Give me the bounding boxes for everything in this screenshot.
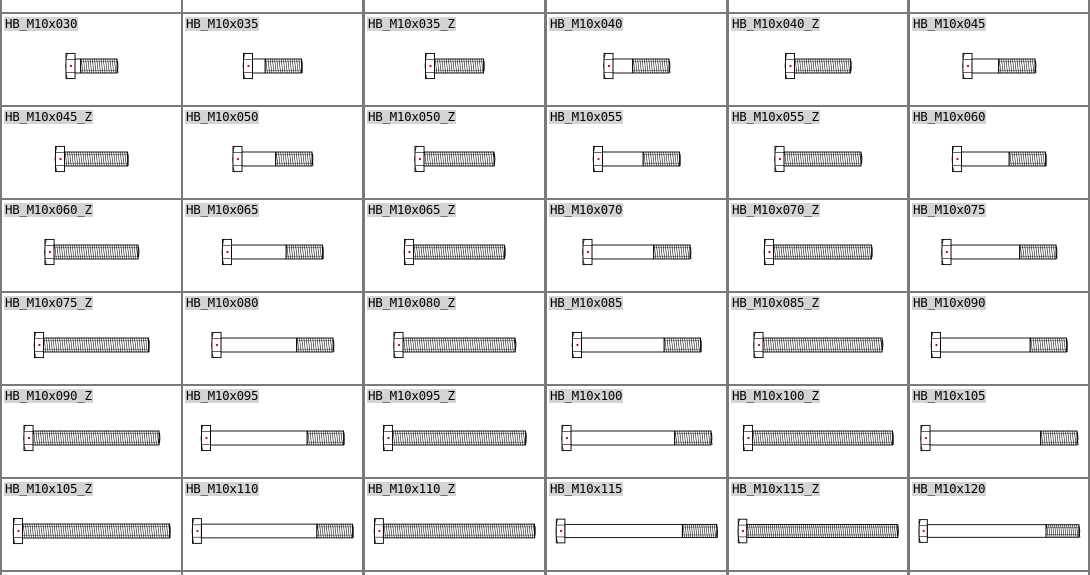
- thumbnail-cell[interactable]: [2, 479, 181, 570]
- thumbnail-cell[interactable]: [547, 14, 726, 105]
- hex-bolt-drawing: [23, 425, 160, 450]
- thumbnail-label: HB_M10x120: [913, 481, 986, 496]
- hex-bolt-drawing: [404, 239, 506, 264]
- thumbnail-label: HB_M10x105: [913, 388, 986, 403]
- hex-bolt-drawing: [919, 520, 1080, 543]
- thumbnail-cell[interactable]: [729, 107, 907, 198]
- thumbnail-cell[interactable]: [365, 479, 544, 570]
- thumbnail-label: HB_M10x065_Z: [368, 202, 455, 217]
- insertion-point-marker: [408, 251, 410, 253]
- hex-bolt-drawing: [582, 239, 691, 264]
- hex-bolt-drawing: [785, 53, 852, 78]
- insertion-point-marker: [17, 530, 19, 532]
- hex-bolt-drawing: [414, 146, 495, 171]
- hex-bolt-drawing: [920, 425, 1078, 450]
- insertion-point-marker: [946, 251, 948, 253]
- insertion-point-marker: [923, 530, 925, 532]
- hex-bolt-drawing: [192, 519, 354, 544]
- thumbnail-cell[interactable]: [547, 479, 726, 570]
- thumbnail-label: HB_M10x095_Z: [368, 388, 455, 403]
- thumbnail-cell[interactable]: [2, 293, 181, 384]
- thumbnail-label: HB_M10x070_Z: [732, 202, 819, 217]
- thumbnail-cell[interactable]: [910, 107, 1088, 198]
- thumbnail-label: HB_M10x060_Z: [5, 202, 92, 217]
- hex-bolt-drawing: [738, 519, 899, 543]
- thumbnail-label: HB_M10x040: [550, 16, 623, 31]
- thumbnail-cell-partial[interactable]: [729, 0, 907, 12]
- insertion-point-marker: [768, 251, 770, 253]
- insertion-point-marker: [935, 344, 937, 346]
- hex-bolt-drawing: [931, 332, 1068, 357]
- insertion-point-marker: [70, 65, 72, 67]
- insertion-point-marker: [398, 344, 400, 346]
- thumbnail-label: HB_M10x115_Z: [732, 481, 819, 496]
- thumbnail-cell[interactable]: [547, 107, 726, 198]
- thumbnail-label: HB_M10x090_Z: [5, 388, 92, 403]
- hex-bolt-drawing: [34, 332, 150, 357]
- thumbnail-cell[interactable]: [183, 386, 362, 477]
- hex-bolt-drawing: [232, 146, 313, 171]
- insertion-point-marker: [216, 344, 218, 346]
- thumbnail-label: HB_M10x035_Z: [368, 16, 455, 31]
- thumbnail-label: HB_M10x095: [186, 388, 259, 403]
- hex-bolt-drawing: [572, 332, 702, 357]
- hex-bolt-drawing: [561, 425, 712, 450]
- thumbnail-cell[interactable]: [2, 200, 181, 291]
- hex-bolt-drawing: [603, 53, 670, 78]
- thumbnail-label: HB_M10x080_Z: [368, 295, 455, 310]
- thumbnail-label: HB_M10x115: [550, 481, 623, 496]
- thumbnail-cell[interactable]: [365, 386, 544, 477]
- insertion-point-marker: [226, 251, 228, 253]
- hex-bolt-drawing: [593, 146, 681, 171]
- insertion-point-marker: [608, 65, 610, 67]
- insertion-point-marker: [378, 530, 380, 532]
- insertion-point-marker: [967, 65, 969, 67]
- thumbnail-cell[interactable]: [365, 293, 544, 384]
- thumbnail-label: HB_M10x035: [186, 16, 259, 31]
- insertion-point-marker: [560, 530, 562, 532]
- thumbnail-cell[interactable]: [2, 14, 181, 105]
- insertion-point-marker: [28, 437, 30, 439]
- thumbnail-label: HB_M10x090: [913, 295, 986, 310]
- thumbnail-cell[interactable]: [910, 386, 1088, 477]
- hex-bolt-drawing: [952, 146, 1047, 171]
- hex-bolt-drawing: [556, 519, 718, 543]
- hex-bolt-drawing: [13, 518, 171, 543]
- thumbnail-cell-partial[interactable]: [183, 0, 362, 12]
- insertion-point-marker: [747, 437, 749, 439]
- thumbnail-label: HB_M10x110_Z: [368, 481, 455, 496]
- thumbnail-label: HB_M10x070: [550, 202, 623, 217]
- hex-bolt-drawing: [65, 53, 118, 78]
- insertion-point-marker: [205, 437, 207, 439]
- insertion-point-marker: [38, 344, 40, 346]
- hex-bolt-drawing: [44, 239, 139, 264]
- thumbnail-cell[interactable]: [183, 200, 362, 291]
- thumbnail-label: HB_M10x080: [186, 295, 259, 310]
- thumbnail-cell[interactable]: [547, 200, 726, 291]
- thumbnail-cell[interactable]: [365, 200, 544, 291]
- hex-bolt-drawing: [962, 53, 1036, 78]
- thumbnail-label: HB_M10x105_Z: [5, 481, 92, 496]
- insertion-point-marker: [49, 251, 51, 253]
- thumbnail-cell[interactable]: [183, 479, 362, 570]
- hex-bolt-drawing: [222, 239, 324, 264]
- thumbnail-label: HB_M10x055: [550, 109, 623, 124]
- insertion-point-marker: [779, 158, 781, 160]
- thumbnail-cell[interactable]: [729, 200, 907, 291]
- thumbnail-cell-partial[interactable]: [2, 0, 181, 12]
- thumbnail-cell[interactable]: [183, 107, 362, 198]
- insertion-point-marker: [587, 251, 589, 253]
- insertion-point-marker: [742, 530, 744, 532]
- thumbnail-label: HB_M10x045_Z: [5, 109, 92, 124]
- hex-bolt-drawing: [55, 146, 129, 171]
- thumbnail-cell[interactable]: [365, 14, 544, 105]
- thumbnail-label: HB_M10x050: [186, 109, 259, 124]
- thumbnail-cell-partial[interactable]: [910, 0, 1088, 12]
- thumbnail-cell[interactable]: [2, 107, 181, 198]
- thumbnail-cell-partial[interactable]: [547, 0, 726, 12]
- thumbnail-cell[interactable]: [183, 293, 362, 384]
- insertion-point-marker: [419, 158, 421, 160]
- thumbnail-cell[interactable]: [365, 107, 544, 198]
- thumbnail-label: HB_M10x055_Z: [732, 109, 819, 124]
- insertion-point-marker: [956, 158, 958, 160]
- thumbnail-cell[interactable]: [183, 14, 362, 105]
- hex-bolt-drawing: [201, 425, 345, 450]
- insertion-point-marker: [247, 65, 249, 67]
- hex-bolt-drawing: [941, 239, 1057, 264]
- thumbnail-label: HB_M10x075_Z: [5, 295, 92, 310]
- thumbnail-cell[interactable]: [910, 14, 1088, 105]
- insertion-point-marker: [59, 158, 61, 160]
- hex-bolt-drawing: [393, 332, 516, 357]
- hex-bolt-drawing: [774, 146, 862, 171]
- hex-bolt-drawing: [764, 239, 873, 264]
- hex-bolt-drawing: [211, 332, 334, 357]
- thumbnail-cell[interactable]: [729, 386, 907, 477]
- thumbnail-cell[interactable]: [910, 200, 1088, 291]
- hex-bolt-drawing: [743, 425, 894, 450]
- thumbnail-label: HB_M10x030: [5, 16, 78, 31]
- thumbnail-label: HB_M10x100: [550, 388, 623, 403]
- insertion-point-marker: [758, 344, 760, 346]
- thumbnail-cell[interactable]: [729, 14, 907, 105]
- insertion-point-marker: [196, 530, 198, 532]
- thumbnail-cell-partial[interactable]: [365, 0, 544, 12]
- thumbnail-label: HB_M10x060: [913, 109, 986, 124]
- hex-bolt-drawing: [374, 519, 536, 544]
- insertion-point-marker: [576, 344, 578, 346]
- insertion-point-marker: [429, 65, 431, 67]
- insertion-point-marker: [237, 158, 239, 160]
- insertion-point-marker: [597, 158, 599, 160]
- hex-bolt-drawing: [425, 53, 485, 78]
- thumbnail-cell[interactable]: [547, 293, 726, 384]
- hex-bolt-drawing: [753, 332, 883, 357]
- insertion-point-marker: [925, 437, 927, 439]
- thumbnail-label: HB_M10x045: [913, 16, 986, 31]
- thumbnail-label: HB_M10x040_Z: [732, 16, 819, 31]
- insertion-point-marker: [566, 437, 568, 439]
- thumbnail-label: HB_M10x110: [186, 481, 259, 496]
- thumbnail-label: HB_M10x100_Z: [732, 388, 819, 403]
- thumbnail-cell[interactable]: [2, 386, 181, 477]
- thumbnail-label: HB_M10x075: [913, 202, 986, 217]
- thumbnail-cell[interactable]: [729, 479, 907, 570]
- insertion-point-marker: [789, 65, 791, 67]
- insertion-point-marker: [387, 437, 389, 439]
- thumbnail-label: HB_M10x065: [186, 202, 259, 217]
- hex-bolt-drawing: [243, 53, 303, 78]
- thumbnail-label: HB_M10x085_Z: [732, 295, 819, 310]
- thumbnail-cell[interactable]: [729, 293, 907, 384]
- thumbnail-label: HB_M10x050_Z: [368, 109, 455, 124]
- thumbnail-cell[interactable]: [910, 479, 1088, 570]
- thumbnail-cell[interactable]: [910, 293, 1088, 384]
- thumbnail-cell[interactable]: [547, 386, 726, 477]
- thumbnail-label: HB_M10x085: [550, 295, 623, 310]
- hex-bolt-drawing: [383, 425, 527, 450]
